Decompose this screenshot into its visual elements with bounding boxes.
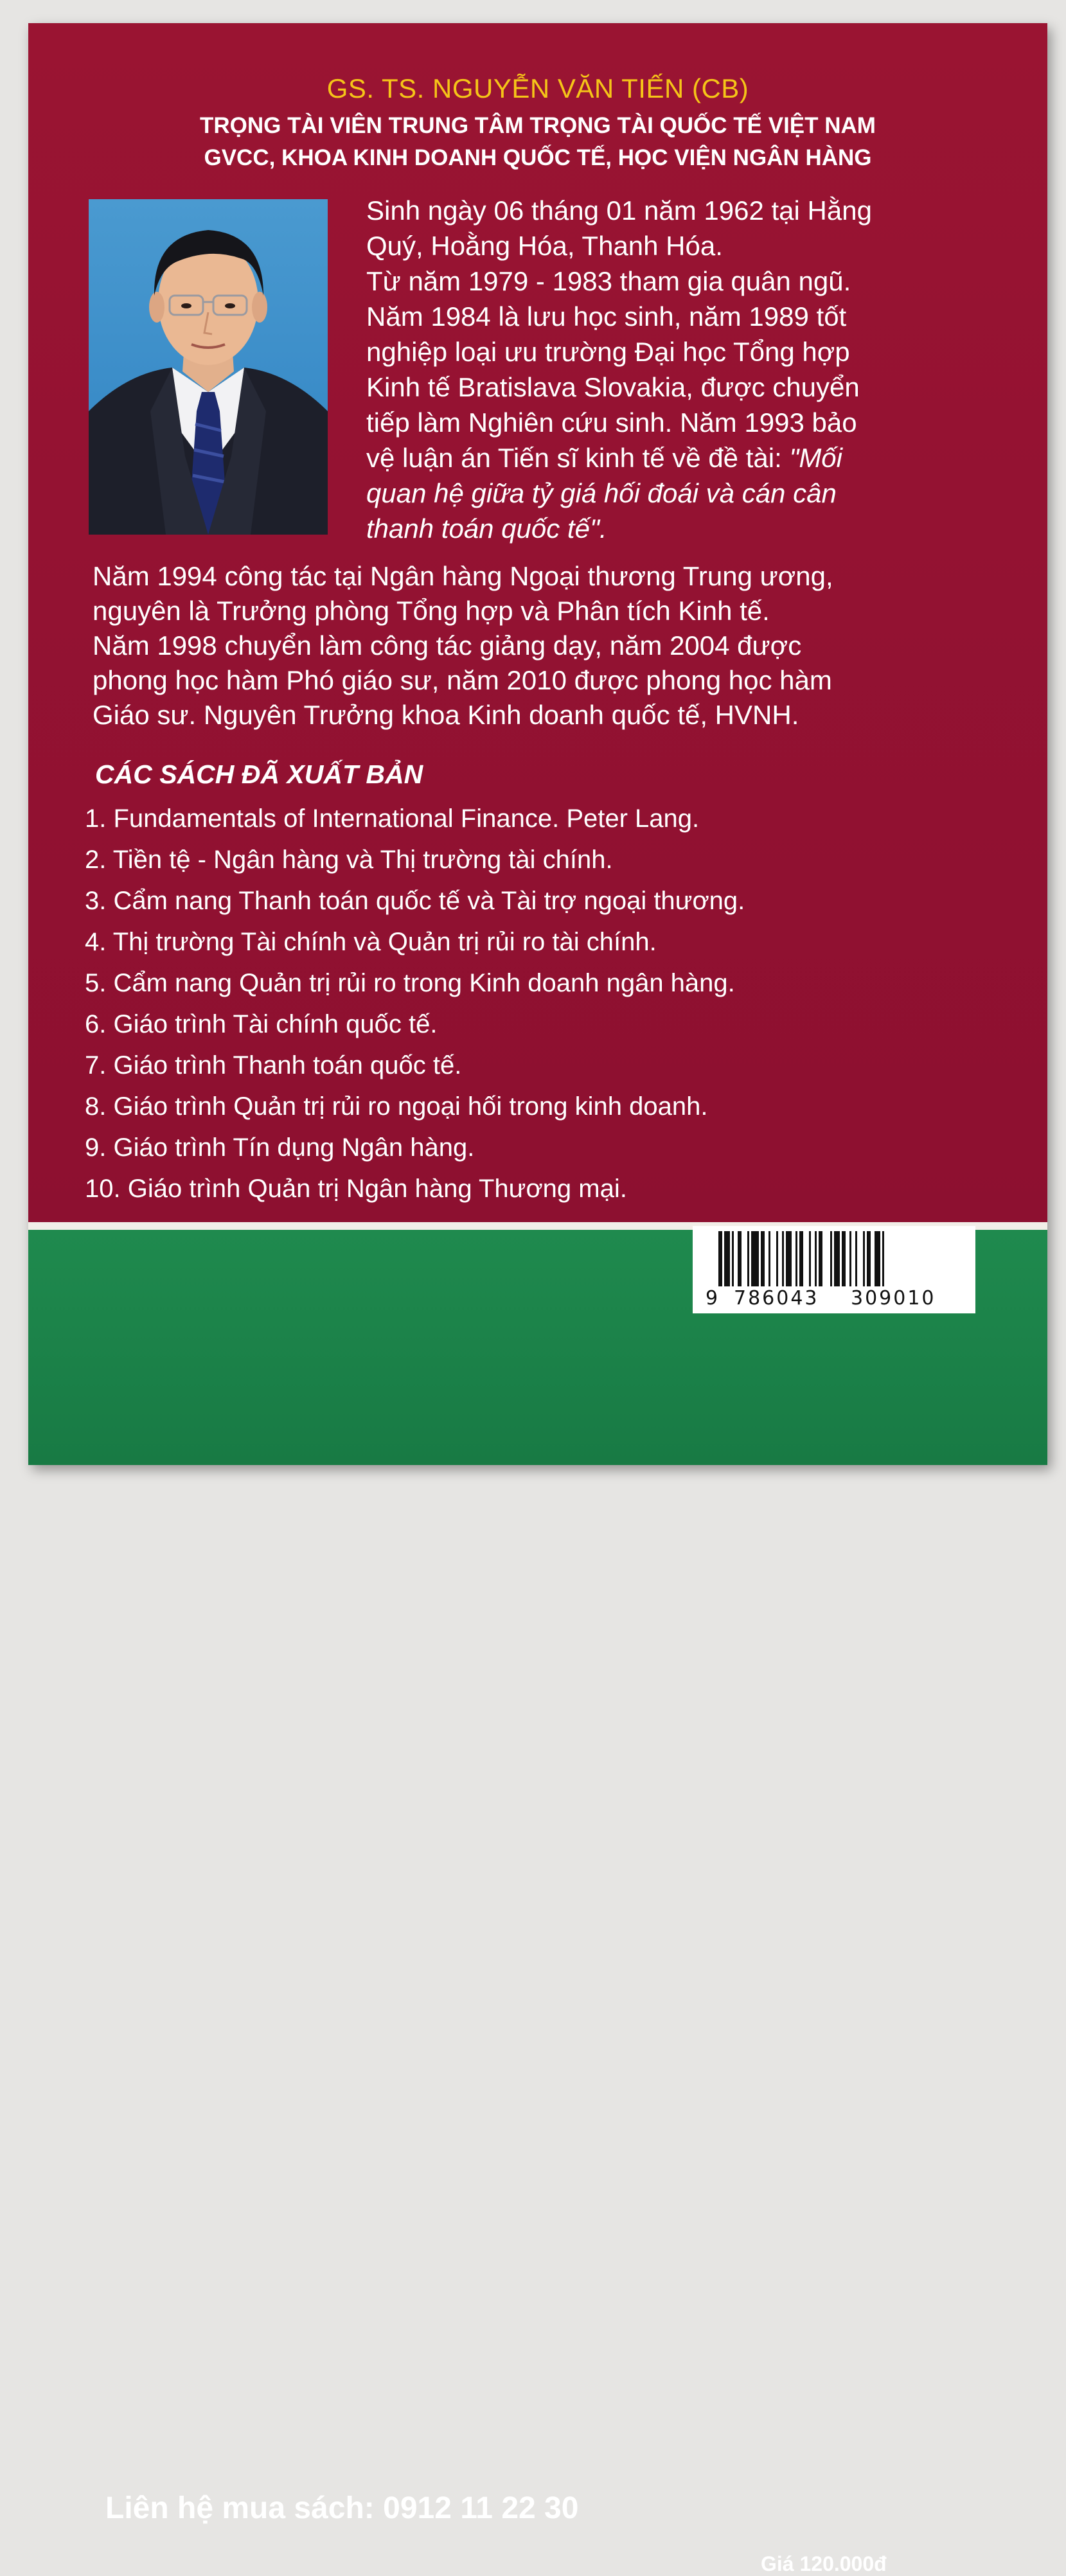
barcode-bar <box>819 1231 822 1286</box>
book-back-cover <box>28 23 1047 2575</box>
bio-line: phong học hàm Phó giáo sư, năm 2010 được phong học hàm <box>93 665 832 695</box>
bio-line <box>366 511 1022 546</box>
barcode-bar <box>849 1231 851 1286</box>
book-item: 10. Giáo trình Quản trị Ngân hàng Thương mại. <box>85 1175 627 1203</box>
barcode-bar <box>815 1231 817 1286</box>
published-books-list <box>85 798 1023 1209</box>
author-name: GS. TS. NGUYỄN VĂN TIẾN (CB) <box>326 73 749 103</box>
barcode-bar <box>738 1231 742 1286</box>
barcode-bar <box>875 1231 880 1286</box>
price-label: Giá 120.000đ <box>761 2552 887 2575</box>
book-item: 6. Giáo trình Tài chính quốc tế. <box>85 1010 438 1038</box>
barcode-bar <box>718 1231 722 1286</box>
barcode-bar <box>867 1231 871 1286</box>
barcode-bar <box>842 1231 846 1286</box>
barcode-bar <box>799 1231 803 1286</box>
biography-intro <box>366 193 1022 546</box>
author-photo <box>89 199 328 535</box>
barcode-bar <box>776 1231 778 1286</box>
barcode-bar <box>761 1231 765 1286</box>
isbn-last-digits: 309010 <box>851 1287 936 1310</box>
isbn-middle-digits: 786043 <box>734 1287 819 1310</box>
barcode-bar <box>863 1231 865 1286</box>
thesis-title-middle: quan hệ giữa tỷ giá hối đoái và cán cân <box>366 478 837 508</box>
barcode-bar <box>830 1231 832 1286</box>
thesis-title-start: "Mối <box>789 443 842 473</box>
maroon-panel <box>28 23 1047 1222</box>
barcode-bars <box>718 1231 950 1286</box>
book-item: 5. Cẩm nang Quản trị rủi ro trong Kinh doanh ngân hàng. <box>85 969 735 997</box>
bio-line: nguyên là Trưởng phòng Tổng hợp và Phân tích Kinh tế. <box>93 596 770 626</box>
bio-line <box>366 440 1022 475</box>
barcode-bar <box>855 1231 857 1286</box>
book-item: 4. Thị trường Tài chính và Quản trị rủi ro tài chính. <box>85 928 657 956</box>
bio-line <box>366 475 1022 511</box>
published-books-heading: CÁC SÁCH ĐÃ XUẤT BẢN <box>95 759 423 789</box>
barcode-bar <box>782 1231 784 1286</box>
purchase-contact: Liên hệ mua sách: 0912 11 22 30 <box>105 2491 579 2525</box>
author-portrait-illustration <box>89 199 328 535</box>
isbn-first-digit: 9 <box>706 1287 718 1310</box>
barcode-bar <box>747 1231 749 1286</box>
bio-line: Quý, Hoằng Hóa, Thanh Hóa. <box>366 231 723 261</box>
book-item: 3. Cẩm nang Thanh toán quốc tế và Tài trợ ngoại thương. <box>85 887 745 915</box>
barcode-bar <box>732 1231 734 1286</box>
bio-line-text: vệ luận án Tiến sĩ kinh tế về đề tài: <box>366 443 790 473</box>
barcode-bar <box>809 1231 811 1286</box>
isbn-barcode <box>693 1226 975 1313</box>
book-item: 7. Giáo trình Thanh toán quốc tế. <box>85 1051 462 1079</box>
bio-line: Giáo sư. Nguyên Trưởng khoa Kinh doanh quốc tế, HVNH. <box>93 700 799 730</box>
bio-line: Năm 1994 công tác tại Ngân hàng Ngoại thương Trung ương, <box>93 561 833 591</box>
bio-line: tiếp làm Nghiên cứu sinh. Năm 1993 bảo <box>366 407 857 438</box>
author-title-line-2: GVCC, KHOA KINH DOANH QUỐC TẾ, HỌC VIỆN NGÂN HÀNG <box>204 145 872 170</box>
book-item: 8. Giáo trình Quản trị rủi ro ngoại hối trong kinh doanh. <box>85 1092 708 1121</box>
book-item: 9. Giáo trình Tín dụng Ngân hàng. <box>85 1133 475 1162</box>
book-item: 1. Fundamentals of International Finance. Peter Lang. <box>85 804 700 833</box>
barcode-bar <box>751 1231 759 1286</box>
book-item: 2. Tiền tệ - Ngân hàng và Thị trường tài chính. <box>85 846 613 874</box>
barcode-bar <box>834 1231 840 1286</box>
bio-line: Năm 1984 là lưu học sinh, năm 1989 tốt <box>366 301 847 332</box>
barcode-bar <box>768 1231 770 1286</box>
biography-career <box>93 559 1018 733</box>
bio-line: nghiệp loại ưu trường Đại học Tổng hợp <box>366 337 850 367</box>
bio-line: Từ năm 1979 - 1983 tham gia quân ngũ. <box>366 266 851 296</box>
barcode-bar <box>795 1231 797 1286</box>
bio-line: Năm 1998 chuyển làm công tác giảng dạy, năm 2004 được <box>93 630 802 661</box>
barcode-bar <box>786 1231 792 1286</box>
bio-line: Kinh tế Bratislava Slovakia, được chuyển <box>366 372 860 402</box>
barcode-bar <box>724 1231 730 1286</box>
thesis-title-end: thanh toán quốc tế". <box>366 513 607 544</box>
author-title-line-1: TRỌNG TÀI VIÊN TRUNG TÂM TRỌNG TÀI QUỐC TẾ VIỆT NAM <box>200 113 876 138</box>
barcode-bar <box>882 1231 884 1286</box>
bio-line: Sinh ngày 06 tháng 01 năm 1962 tại Hằng <box>366 195 872 226</box>
